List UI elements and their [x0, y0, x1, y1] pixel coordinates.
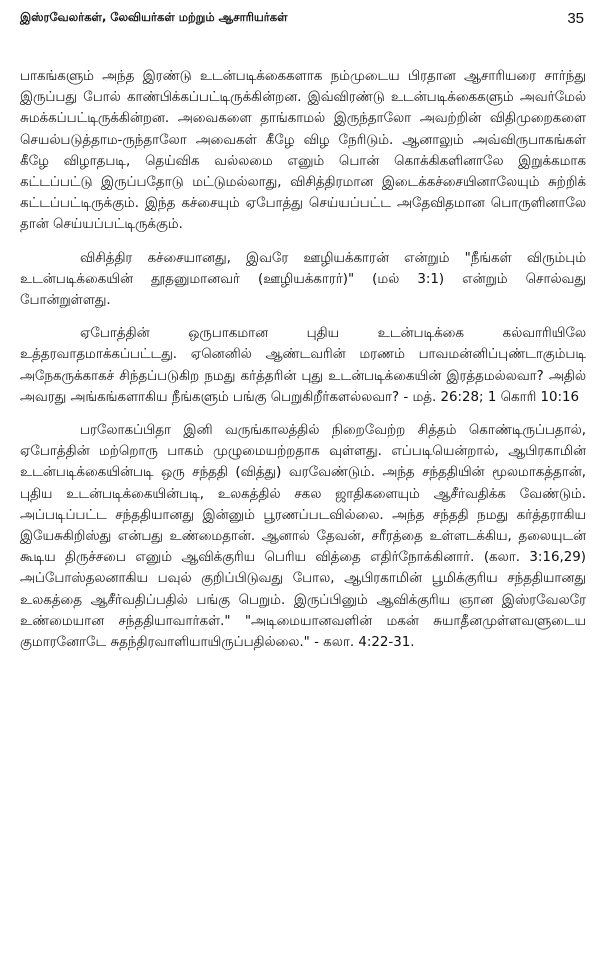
paragraph-continued: பாகங்களும் அந்த இரண்டு உடன்படிக்கைகளாக நம்முடைய பிரதான ஆசாரியரை சார்ந்து இருப்பது போல் காண்பிக்கப்பட்டிருக்கின்றன. இவ்விரண்டு உடன்படிக்கைகளும் அவர்மேல் சுமக்கப்பட்டிருக்கின்றன. அவைகளை தாங்காமல் இருந்தாலோ அவற்றின் விதிமுறைகளை செயல்படுத்தாம-ருந்தாலோ அவைகள் கீழே விழ நேரிடும். ஆனாலும் அவ்விருபாகங்கள் கீழே விழாதபடி, தெய்விக வல்லமை எனும் பொன் கொக்கிகளினாலே இறுக்கமாக கட்டப்பட்டு இருப்பதோடு மட்டுமல்லாது, விசித்திரமான இடைக்கச்சையினாலேயும் சுற்றிக் கட்டப்பட்டிருக்கும். இந்த கச்சையும் ஏபோத்து செய்யப்பட்ட அதேவிதமான பொருளினாலே தான் செய்யப்பட்டிருக்கும்.: [20, 69, 586, 233]
paragraph-new-covenant: ஏபோத்தின் ஒருபாகமான புதிய உடன்படிக்கை கல்வாரியிலே உத்தரவாதமாக்கப்பட்டது. ஏனெனில் ஆண்டவரின் மரணம் பாவமன்னிப்புண்டாகும்படி அநேகருக்காகச் சிந்தப்படுகிற நமது கர்த்தரின் புது உடன்படிக்கையின் இரத்தமல்லவா? அதில் அவரது அங்கங்களாகிய நீங்களும் பங்கு பெறுகிறீர்களல்லவா? - மத். 26:28; 1 கொரி 10:16: [20, 326, 586, 405]
paragraph-abrahamic-seed: பரலோகப்பிதா இனி வருங்காலத்தில் நிறைவேற்ற சித்தம் கொண்டிருப்பதால், ஏபோத்தின் மற்றொரு பாகம் முழுமையற்றதாக வுள்ளது. எப்படியென்றால், ஆபிரகாமின் உடன்படிக்கையின்படி ஒரு சந்ததி (வித்து) வரவேண்டும். அந்த சந்ததியின் மூலமாகத்தான், புதிய உடன்படிக்கையின்படி, உலகத்தில் சகல ஜாதிகளையும் ஆசீர்வதிக்க வேண்டும். அப்படிப்பட்ட சந்ததியானது இன்னும் பூரணப்படவில்லை. அந்த சந்ததி நமது கர்த்தராகிய இயேசுகிறிஸ்து என்பது உண்மைதான். ஆனால் தேவன், சரீரத்தை உள்ளடக்கிய, தலையுடன் கூடிய திருச்சபை எனும் ஆவிக்குரிய பெரிய வித்தை எதிர்நோக்கினார். (கலா. 3:16,29) அப்போஸ்தலனாகிய பவுல் குறிப்பிடுவது போல, ஆபிரகாமின் பூமிக்குரிய சந்ததியானது உலகத்தை ஆசீர்வதிப்பதில் பங்கு பெறும். இருப்பினும் ஆவிக்குரிய ஞான இஸ்ரவேலரே உண்மையான சந்ததியாவார்கள்." "அடிமையானவளின் மகன் சுயாதீனமுள்ளவளுடைய குமாரனோடே சுதந்திரவாளியாயிருப்பதில்லை." - கலா. 4:22-31.: [20, 423, 586, 651]
running-header: [20, 10, 584, 30]
body-text: [20, 66, 586, 665]
running-title: இஸ்ரவேலர்கள், லேவியர்கள் மற்றும் ஆசாரியர்கள்: [20, 10, 288, 24]
paragraph-girdle: விசித்திர கச்சையானது, இவரே ஊழியக்காரன் என்றும் "நீங்கள் விரும்பும் உடன்படிக்கையின் தூதனுமானவர் (ஊழியக்காரர்)" (மல் 3:1) என்றும் சொல்வது போன்றுள்ளது.: [20, 250, 586, 309]
page-number: 35: [567, 10, 584, 27]
